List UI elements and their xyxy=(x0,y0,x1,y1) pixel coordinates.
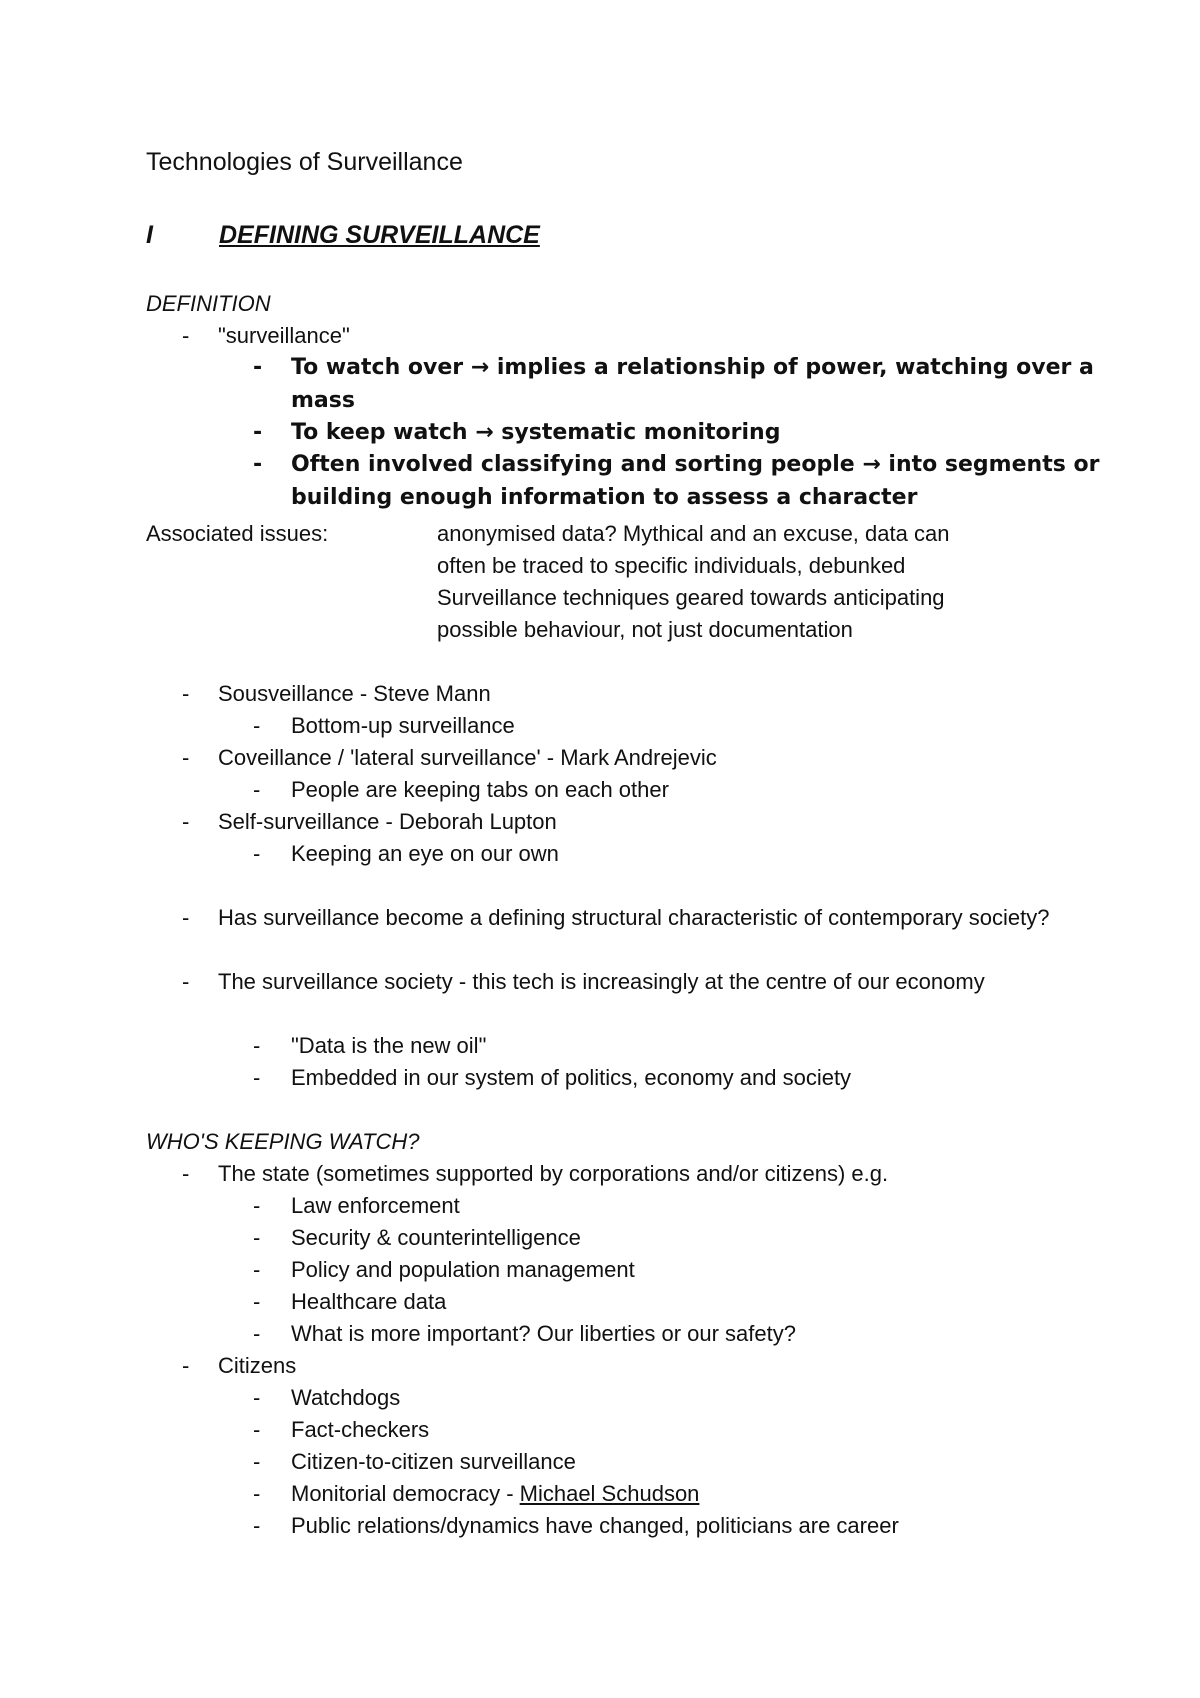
bullet-dash: - xyxy=(253,420,263,445)
list-item xyxy=(253,1286,1071,1318)
list-item xyxy=(253,1030,1071,1062)
variant-sub: Bottom-up surveillance xyxy=(291,713,515,738)
list-item xyxy=(182,1350,1068,1382)
list-item xyxy=(253,1478,1071,1510)
citizen-item: Fact-checkers xyxy=(291,1417,430,1442)
list-item xyxy=(253,1382,1071,1414)
state-item: Law enforcement xyxy=(291,1193,460,1218)
bullet-dash: - xyxy=(253,1065,261,1090)
bullet-dash: - xyxy=(182,745,190,770)
section-number: I xyxy=(146,221,153,249)
state-item: Security & counterintelligence xyxy=(291,1225,581,1250)
definition-point: To keep watch → systematic monitoring xyxy=(291,420,781,445)
document-title: Technologies of Surveillance xyxy=(146,148,463,176)
bullet-dash: - xyxy=(253,355,263,380)
bullet-dash: - xyxy=(253,1449,261,1474)
list-item xyxy=(253,774,1071,806)
variant-sub: People are keeping tabs on each other xyxy=(291,777,669,802)
list-item xyxy=(182,1158,1068,1190)
bullet-dash: - xyxy=(253,452,263,477)
who-state: The state (sometimes supported by corporations and/or citizens) e.g. xyxy=(218,1161,889,1186)
list-item xyxy=(253,351,1101,417)
associated-issues-line: anonymised data? Mythical and an excuse, data can xyxy=(437,521,950,546)
bullet-dash: - xyxy=(182,681,190,706)
society-statement: The surveillance society - this tech is increasingly at the centre of our economy xyxy=(218,969,985,994)
list-item xyxy=(182,742,1068,774)
list-item xyxy=(253,1510,1071,1542)
bullet-dash: - xyxy=(253,1193,261,1218)
citizen-item: Citizen-to-citizen surveillance xyxy=(291,1449,576,1474)
bullet-dash: - xyxy=(253,777,261,802)
associated-issues-label: Associated issues: xyxy=(146,521,329,546)
list-item xyxy=(253,1062,1071,1094)
list-item xyxy=(253,1446,1071,1478)
bullet-dash: - xyxy=(182,1161,190,1186)
bullet-dash: - xyxy=(253,1513,261,1538)
bullet-dash: - xyxy=(182,905,190,930)
list-item xyxy=(253,710,1071,742)
list-item xyxy=(253,1222,1071,1254)
bullet-dash: - xyxy=(253,1033,261,1058)
list-item xyxy=(182,806,1068,838)
list-item xyxy=(182,966,998,998)
bullet-dash: - xyxy=(182,969,190,994)
variant-label: Coveillance / 'lateral surveillance' - Mark Andrejevic xyxy=(218,745,717,770)
list-item xyxy=(182,902,1068,934)
society-question: Has surveillance become a defining structural characteristic of contemporary society? xyxy=(218,905,1050,930)
society-sub: "Data is the new oil" xyxy=(291,1033,487,1058)
state-item: Healthcare data xyxy=(291,1289,447,1314)
bullet-dash: - xyxy=(253,1417,261,1442)
list-item xyxy=(253,416,1071,449)
definition-heading: DEFINITION xyxy=(146,291,271,316)
definition-point: Often involved classifying and sorting people → into segments or building enough information to assess a character xyxy=(291,452,1100,510)
bullet-dash: - xyxy=(253,1289,261,1314)
list-item xyxy=(253,1318,1071,1350)
bullet-dash: - xyxy=(253,1481,261,1506)
state-item: What is more important? Our liberties or our safety? xyxy=(291,1321,796,1346)
associated-issues-text xyxy=(437,518,1037,646)
variant-label: Self-surveillance - Deborah Lupton xyxy=(218,809,557,834)
section-title: DEFINING SURVEILLANCE xyxy=(219,221,540,249)
list-item xyxy=(253,1414,1071,1446)
schudson-link[interactable]: Michael Schudson xyxy=(519,1481,700,1506)
list-item xyxy=(253,1254,1071,1286)
list-item xyxy=(182,320,1068,352)
bullet-dash: - xyxy=(253,1257,261,1282)
definition-point: To watch over → implies a relationship of power, watching over a mass xyxy=(291,355,1094,413)
bullet-dash: - xyxy=(182,323,190,348)
associated-issues-line: Surveillance techniques geared towards anticipating xyxy=(437,585,945,610)
bullet-dash: - xyxy=(253,1321,261,1346)
definition-term: "surveillance" xyxy=(218,323,350,348)
list-item xyxy=(253,1190,1071,1222)
bullet-dash: - xyxy=(253,1385,261,1410)
citizen-item: Public relations/dynamics have changed, politicians are career xyxy=(291,1513,899,1538)
bullet-dash: - xyxy=(253,1225,261,1250)
society-sub: Embedded in our system of politics, economy and society xyxy=(291,1065,852,1090)
state-item: Policy and population management xyxy=(291,1257,635,1282)
section-heading xyxy=(146,219,540,251)
citizen-item: Watchdogs xyxy=(291,1385,401,1410)
associated-issues-line: possible behaviour, not just documentation xyxy=(437,617,853,642)
associated-issues-line: often be traced to specific individuals, debunked xyxy=(437,553,906,578)
bullet-dash: - xyxy=(253,841,261,866)
list-item xyxy=(182,678,1068,710)
bullet-dash: - xyxy=(182,809,190,834)
variant-label: Sousveillance - Steve Mann xyxy=(218,681,491,706)
who-citizens: Citizens xyxy=(218,1353,297,1378)
bullet-dash: - xyxy=(182,1353,190,1378)
variant-sub: Keeping an eye on our own xyxy=(291,841,559,866)
monitorial-prefix: Monitorial democracy - xyxy=(291,1481,520,1506)
who-heading: WHO'S KEEPING WATCH? xyxy=(146,1129,420,1154)
list-item xyxy=(253,838,1071,870)
bullet-dash: - xyxy=(253,713,261,738)
list-item xyxy=(253,448,1101,514)
